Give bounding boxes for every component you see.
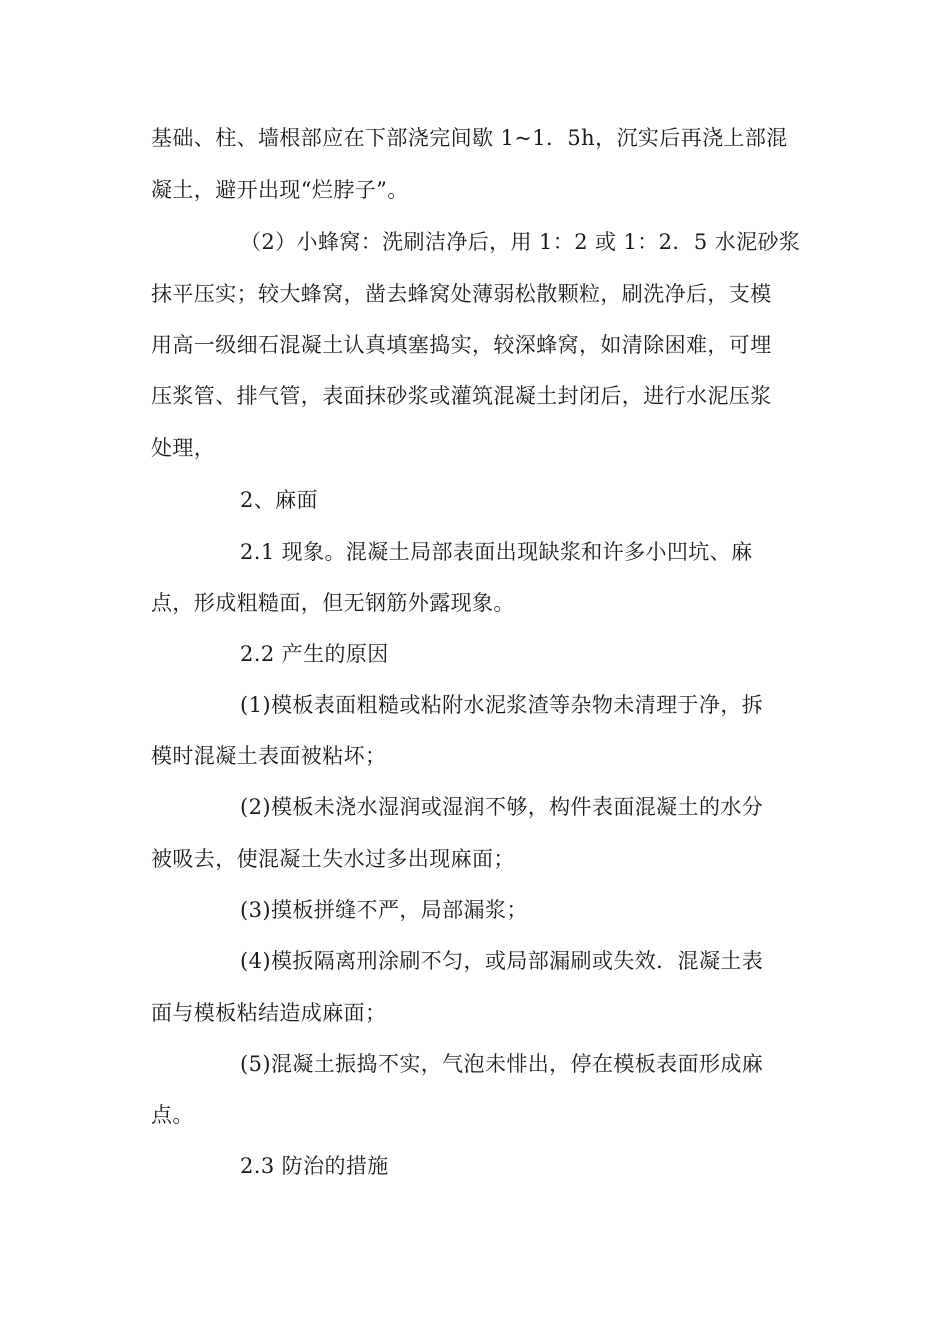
subsection-heading: 2.3 防治的措施 (240, 1154, 389, 1178)
text-line: 模时混凝土表面被粘坏； (151, 744, 387, 768)
text-line: (5)混凝土振捣不实，气泡未悱出，停在模板表面形成麻 (240, 1052, 764, 1076)
text-line: (4)模扳隔离刑涂刷不匀，或局部漏刷或失效．混凝土表 (240, 949, 764, 973)
text-line: 用高一级细石混凝土认真填塞捣实，较深蜂窝，如清除困难，可埋 (151, 333, 772, 357)
text-line: （2）小蜂窝：洗刷洁净后，用 1：2 或 1：2．5 水泥砂浆 (240, 230, 801, 254)
text-line: 面与模板粘结造成麻面； (151, 1001, 387, 1025)
text-line: (1)模板表面粗糙或粘附水泥浆渣等杂物未清理于净，拆 (240, 693, 764, 717)
text-line: 压浆管、排气管，表面抹砂浆或灌筑混凝土封闭后，进行水泥压浆 (151, 384, 772, 408)
subsection-heading: 2.2 产生的原因 (240, 642, 389, 666)
text-line: 处理， (151, 436, 216, 460)
text-line: (3)摸板拼缝不严，局部漏浆； (240, 898, 528, 922)
text-line: 基础、柱、墙根部应在下部浇完间歇 1~1．5h，沉实后再浇上部混 (151, 126, 788, 150)
text-line: 被吸去，使混凝土失水过多出现麻面； (151, 847, 515, 871)
text-line: 点。 (151, 1103, 194, 1127)
text-line: 2.1 现象。混凝土局部表面出现缺浆和许多小凹坑、麻 (240, 540, 753, 564)
text-line: 凝土，避开出现“烂脖子”。 (151, 178, 409, 202)
text-line: 抹平压实；较大蜂窝，凿去蜂窝处薄弱松散颗粒，刷洗净后，支模 (151, 282, 772, 306)
text-line: (2)模板未浇水湿润或湿润不够，构件表面混凝土的水分 (240, 795, 764, 819)
section-heading: 2、麻面 (240, 488, 318, 512)
text-line: 点，形成粗糙面，但无钢筋外露现象。 (151, 591, 515, 615)
